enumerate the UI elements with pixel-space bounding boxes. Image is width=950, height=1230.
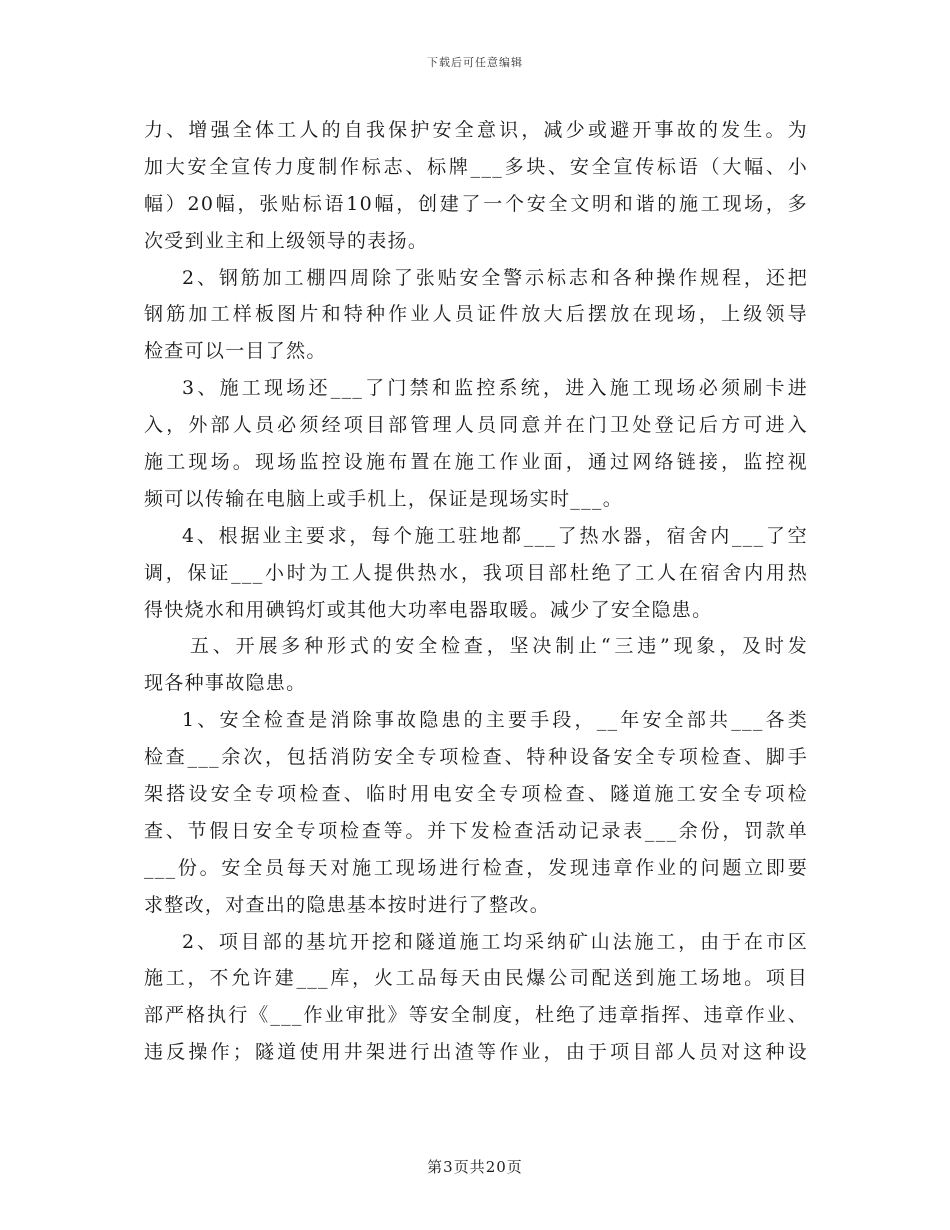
paragraph-start-line: 4、根据业主要求，每个施工驻地都___了热水器，宿舍内___了空: [182, 524, 808, 547]
section-heading-line: 五、开展多种形式的安全检查，坚决制止“三违”现象，及时发: [190, 635, 808, 658]
text-line: 加大安全宣传力度制作标志、标牌___多块、安全宣传标语（大幅、小: [144, 155, 808, 178]
text-line: 钢筋加工样板图片和特种作业人员证件放大后摆放在现场，上级领导: [144, 303, 808, 326]
section-heading-line: 现各种事故隐患。: [144, 672, 307, 695]
paragraph-start-line: 3、施工现场还___了门禁和监控系统，进入施工现场必须刷卡进: [182, 377, 808, 400]
text-line: 施工现场。现场监控设施布置在施工作业面，通过网络链接，监控视: [144, 451, 808, 474]
text-line: 违反操作；隧道使用井架进行出渣等作业，由于项目部人员对这种设: [144, 1041, 808, 1064]
paragraph-start-line: 2、钢筋加工棚四周除了张贴安全警示标志和各种操作规程，还把: [182, 266, 808, 289]
text-line: 频可以传输在电脑上或手机上，保证是现场实时___。: [144, 487, 624, 510]
text-line: 幅）20幅，张贴标语10幅，创建了一个安全文明和谐的施工现场，多: [144, 192, 808, 215]
page-number: 第3页共20页: [427, 1158, 523, 1176]
text-line: 力、增强全体工人的自我保护安全意识，减少或避开事故的发生。为: [144, 119, 808, 141]
page-header-note: 下载后可任意编辑: [427, 56, 523, 69]
text-line: 检查___余次，包括消防安全专项检查、特种设备安全专项检查、脚手: [144, 746, 808, 769]
text-line: 得快烧水和用碘钨灯或其他大功率电器取暖。减少了安全隐患。: [144, 598, 713, 621]
paragraph-start-line: 1、安全检查是消除事故隐患的主要手段，__年安全部共___各类: [182, 709, 808, 732]
paragraph-start-line: 2、项目部的基坑开挖和隧道施工均采纳矿山法施工，由于在市区: [182, 930, 808, 953]
text-line: ___份。安全员每天对施工现场进行检查，发现违章作业的问题立即要: [144, 856, 808, 879]
document-body: [144, 112, 808, 1071]
text-line: 检查可以一目了然。: [144, 340, 327, 363]
text-line: 部严格执行《___作业审批》等安全制度，杜绝了违章指挥、违章作业、: [144, 1004, 808, 1027]
text-line: 求整改，对查出的隐患基本按时进行了整改。: [144, 893, 551, 916]
text-line: 次受到业主和上级领导的表扬。: [144, 229, 429, 252]
text-line: 查、节假日安全专项检查等。并下发检查活动记录表___余份，罚款单: [144, 819, 808, 842]
text-line: 调，保证___小时为工人提供热水，我项目部杜绝了工人在宿舍内用热: [144, 561, 808, 584]
text-line: 施工，不允许建___库，火工品每天由民爆公司配送到施工场地。项目: [144, 967, 808, 990]
text-line: 架搭设安全专项检查、临时用电安全专项检查、隧道施工安全专项检: [144, 783, 808, 806]
text-line: 入，外部人员必须经项目部管理人员同意并在门卫处登记后方可进入: [144, 414, 808, 437]
